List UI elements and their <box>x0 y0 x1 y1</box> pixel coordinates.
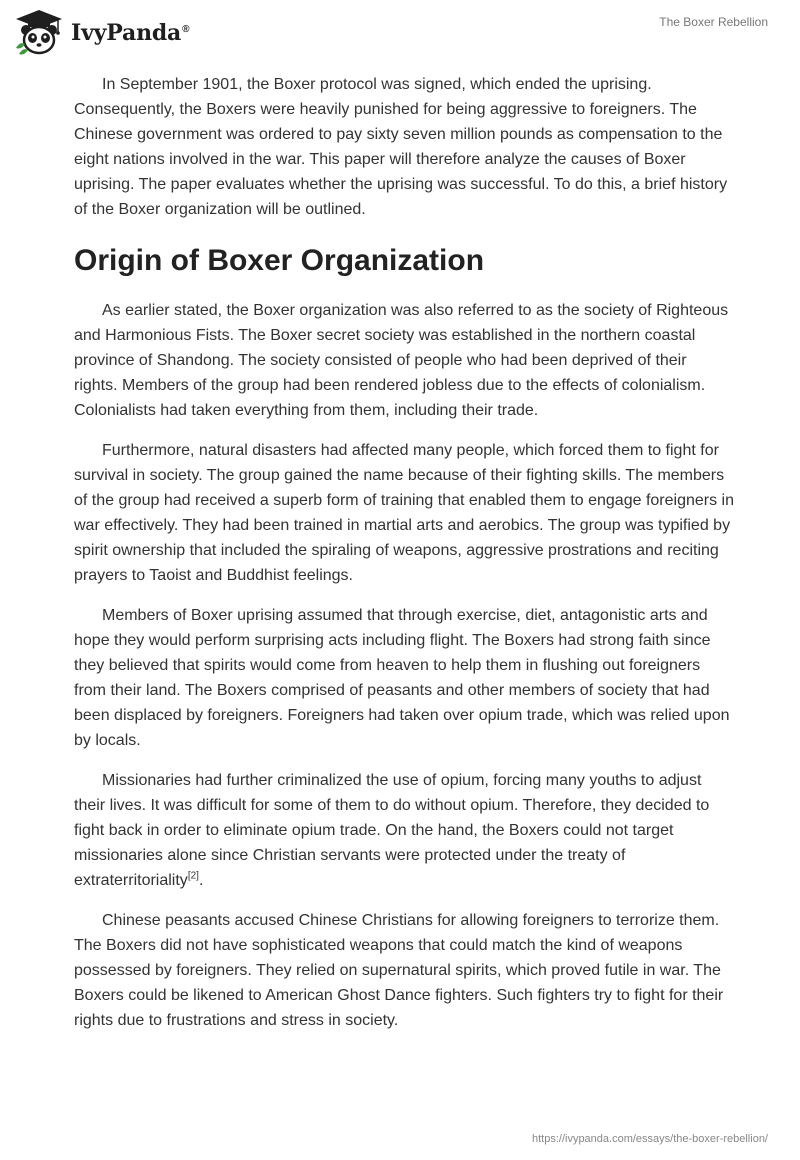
paragraph-intro: In September 1901, the Boxer protocol was signed, which ended the uprising. Consequently, the Boxers were heavily punished for being aggressive to foreigners. The Chinese government was ordered to pay sixty seven million pounds as compensation to the eight nations involved in the war. This paper will therefore analyze the causes of Boxer uprising. The paper evaluates whether the uprising was successful. To do this, a brief history of the Boxer organization will be outlined. <box>74 76 728 218</box>
paragraph-disasters: Furthermore, natural disasters had affected many people, which forced them to fight for survival in society. The group gained the name because of their fighting skills. The members of the group had received a superb form of training that enabled them to engage foreigners in war effectively. They had been trained in martial arts and aerobics. The group was typified by spirit ownership that included the spiraling of weapons, aggressive prostrations and reciting prayers to Taoist and Buddhist feelings. <box>74 442 734 584</box>
paragraph-missionaries <box>74 768 734 893</box>
page-header <box>0 0 800 70</box>
paragraph-missionaries-text: Missionaries had further criminalized the use of opium, forcing many youths to adjust their lives. It was difficult for some of them to do without opium. Therefore, they decided to fight back in order to eliminate opium trade. On the hand, the Boxers could not target missionaries alone since Christian servants were protected under the treaty of extraterritoriality <box>74 772 710 889</box>
essay-body <box>74 72 734 1048</box>
logo-wordmark: IvyPanda® <box>71 20 190 46</box>
paragraph-origin: As earlier stated, the Boxer organization was also referred to as the society of Righteous and Harmonious Fists. The Boxer secret society was established in the northern coastal province of Shandong. The society consisted of people who had been deprived of their rights. Members of the group had been rendered jobless due to the effects of colonialism. Colonialists had taken everything from them, including their trade. <box>74 302 729 419</box>
paragraph-missionaries-end: . <box>198 872 204 889</box>
footnote-link[interactable]: [2] <box>187 870 199 882</box>
section-heading: Origin of Boxer Organization <box>74 244 485 277</box>
document-title: The Boxer Rebellion <box>659 15 768 29</box>
paragraph-beliefs: Members of Boxer uprising assumed that through exercise, diet, antagonistic arts and hope they would perform surprising acts including flight. The Boxers had strong faith since they believed that spirits would come from heaven to help them in flushing out foreigners from their land. The Boxers comprised of peasants and other members of society that had been displaced by foreigners. Foreigners had taken over opium trade, which was relied upon by locals. <box>74 607 730 749</box>
source-url[interactable]: https://ivypanda.com/essays/the-boxer-rebellion/ <box>531 1133 768 1145</box>
panda-graduate-icon <box>14 8 64 58</box>
ivypanda-logo[interactable] <box>14 8 189 58</box>
paragraph-peasants: Chinese peasants accused Chinese Christians for allowing foreigners to terrorize them. The Boxers did not have sophisticated weapons that could match the kind of weapons possessed by foreigners. They relied on supernatural spirits, which proved futile in war. The Boxers could be likened to American Ghost Dance fighters. Such fighters try to fight for their rights due to frustrations and stress in society. <box>74 912 724 1029</box>
